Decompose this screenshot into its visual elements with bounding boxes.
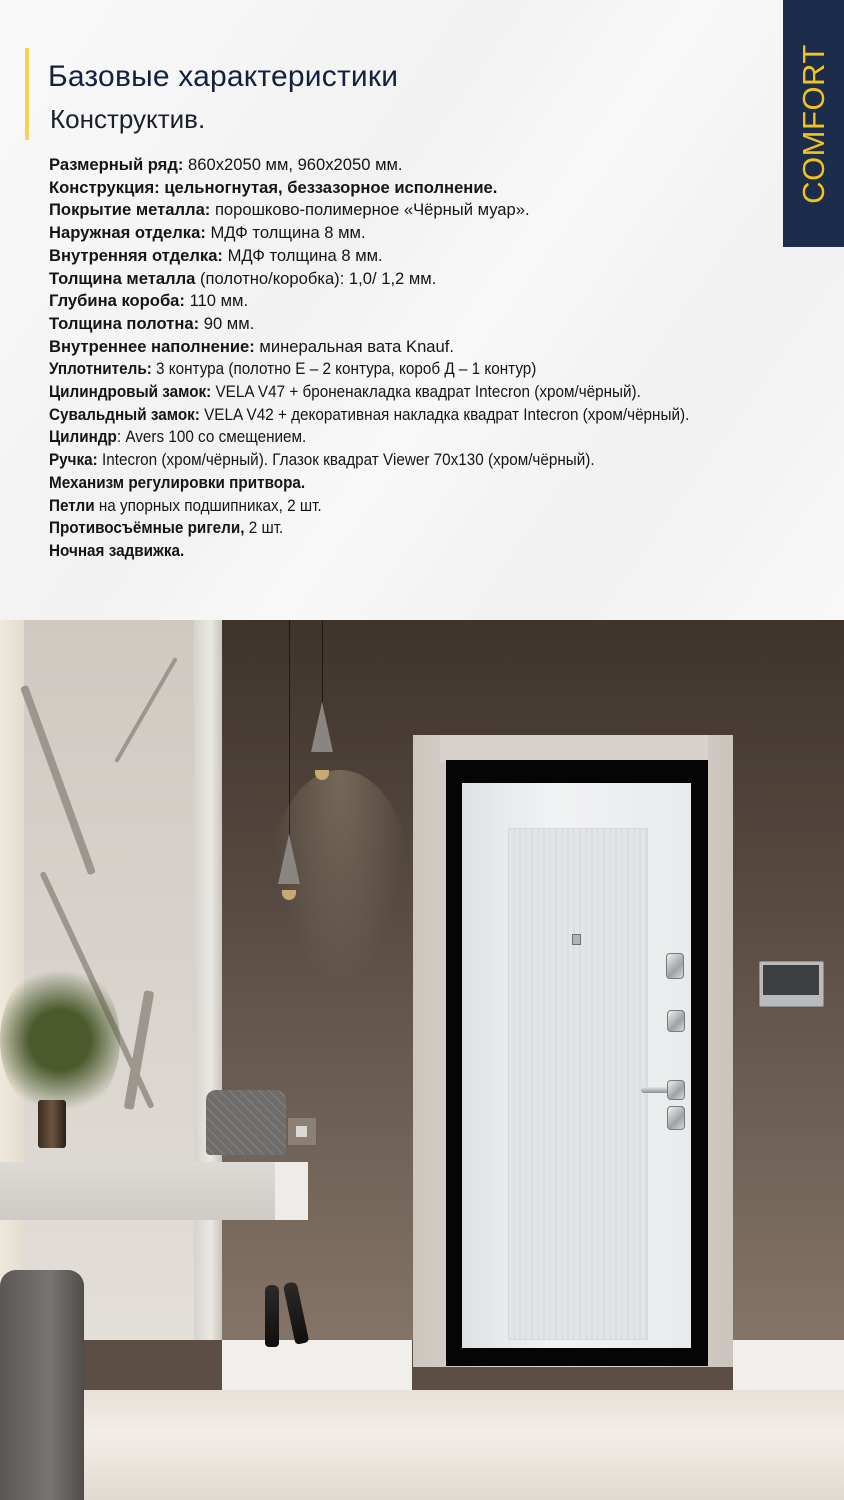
spec-row bbox=[49, 381, 776, 404]
handle-rosette bbox=[667, 1080, 685, 1100]
plant bbox=[0, 960, 120, 1120]
spec-value: (полотно/коробка): 1,0/ 1,2 мм. bbox=[195, 268, 437, 288]
wall-shelf bbox=[0, 1162, 308, 1220]
spec-key: Покрытие металла: bbox=[49, 200, 211, 220]
spec-section bbox=[0, 0, 844, 620]
spec-list bbox=[49, 154, 839, 563]
pendant-lamp-icon bbox=[278, 834, 300, 884]
accent-bar bbox=[25, 48, 29, 140]
vase bbox=[38, 1100, 66, 1148]
spec-row bbox=[49, 358, 776, 381]
floor bbox=[0, 1390, 844, 1500]
spec-key: Противосъёмные ригели, bbox=[49, 518, 245, 538]
spec-row bbox=[49, 177, 839, 200]
light-switch bbox=[287, 1117, 317, 1146]
marble-edge bbox=[194, 620, 222, 1340]
spec-key: Уплотнитель: bbox=[49, 359, 152, 379]
switch-key bbox=[296, 1126, 307, 1137]
spec-value: на упорных подшипниках, 2 шт. bbox=[94, 495, 322, 515]
lower-lock-icon bbox=[667, 1106, 685, 1130]
spec-key: Цилиндровый замок: bbox=[49, 382, 212, 402]
spec-value: минеральная вата Knauf. bbox=[254, 336, 454, 356]
pouf-stool bbox=[0, 1270, 84, 1500]
baseboard bbox=[222, 1340, 412, 1396]
spec-value: МДФ толщина 8 мм. bbox=[222, 245, 383, 265]
spec-value: 3 контура (полотно Е – 2 контура, короб Д – 1 контур) bbox=[151, 359, 537, 379]
peephole-icon bbox=[572, 934, 581, 945]
spec-row bbox=[49, 199, 839, 222]
wall-shelf-end bbox=[275, 1162, 308, 1220]
spec-row bbox=[49, 154, 839, 177]
spec-value: : Avers 100 со смещением. bbox=[116, 427, 307, 447]
spec-row bbox=[49, 313, 839, 336]
spec-value: 110 мм. bbox=[184, 291, 249, 311]
spec-value: МДФ толщина 8 мм. bbox=[205, 223, 366, 243]
spec-row bbox=[49, 517, 776, 540]
marble-vein bbox=[114, 657, 177, 763]
spec-row bbox=[49, 495, 776, 518]
series-badge-label: COMFORT bbox=[795, 43, 831, 204]
spec-row bbox=[49, 336, 839, 359]
spec-row bbox=[49, 449, 776, 472]
spec-key: Наружная отделка: bbox=[49, 223, 206, 243]
spec-key: Размерный ряд: bbox=[49, 155, 184, 174]
spec-row bbox=[49, 245, 839, 268]
spec-value: 860x2050 мм, 960x2050 мм. bbox=[183, 155, 403, 174]
spec-value: VELA V42 + декоративная накладка квадрат Intecron (хром/чёрный). bbox=[199, 404, 690, 424]
spec-key: Внутреннее наполнение: bbox=[49, 336, 255, 356]
spec-key: Толщина металла bbox=[49, 268, 196, 288]
spec-key: Петли bbox=[49, 495, 95, 515]
door-decorative-panel bbox=[508, 828, 648, 1340]
spec-key: Конструкция: цельногнутая, беззазорное исполнение. bbox=[49, 177, 498, 197]
page-subtitle: Конструктив. bbox=[50, 104, 206, 134]
spec-row bbox=[49, 472, 776, 495]
spec-key: Механизм регулировки притвора. bbox=[49, 472, 306, 492]
spec-row bbox=[49, 404, 776, 427]
interior-photo bbox=[0, 620, 844, 1500]
spec-value: Intecron (хром/чёрный). Глазок квадрат Viewer 70x130 (хром/чёрный). bbox=[97, 450, 595, 470]
spec-key: Глубина короба: bbox=[49, 291, 185, 311]
baseboard bbox=[733, 1340, 844, 1396]
intercom-monitor bbox=[759, 961, 824, 1007]
spec-value: VELA V47 + броненакладка квадрат Intecron (хром/чёрный). bbox=[211, 382, 641, 402]
spec-key: Внутренняя отделка: bbox=[49, 245, 223, 265]
spec-row bbox=[49, 540, 776, 563]
spec-key: Ручка: bbox=[49, 450, 98, 470]
spec-key: Ночная задвижка. bbox=[49, 540, 185, 560]
handbag bbox=[206, 1090, 286, 1155]
spec-value: 2 шт. bbox=[244, 518, 284, 538]
lock-escutcheon-icon bbox=[666, 953, 684, 979]
spec-key: Толщина полотна: bbox=[49, 313, 200, 333]
spec-row bbox=[49, 290, 839, 313]
door-casing-top bbox=[440, 735, 708, 763]
cylinder-icon bbox=[667, 1010, 685, 1032]
spec-row bbox=[49, 268, 839, 291]
shoe bbox=[265, 1285, 279, 1347]
spec-row bbox=[49, 222, 839, 245]
spec-key: Цилиндр bbox=[49, 427, 117, 447]
page-title: Базовые характеристики bbox=[48, 60, 399, 93]
pendant-lamp-icon bbox=[311, 702, 333, 752]
lamp-cord bbox=[322, 620, 323, 702]
intercom-screen bbox=[763, 965, 819, 995]
spec-value: 90 мм. bbox=[199, 313, 255, 333]
spec-value: порошково-полимерное «Чёрный муар». bbox=[210, 200, 530, 220]
marble-vein bbox=[20, 685, 96, 876]
spec-key: Сувальдный замок: bbox=[49, 404, 200, 424]
spec-row bbox=[49, 426, 776, 449]
